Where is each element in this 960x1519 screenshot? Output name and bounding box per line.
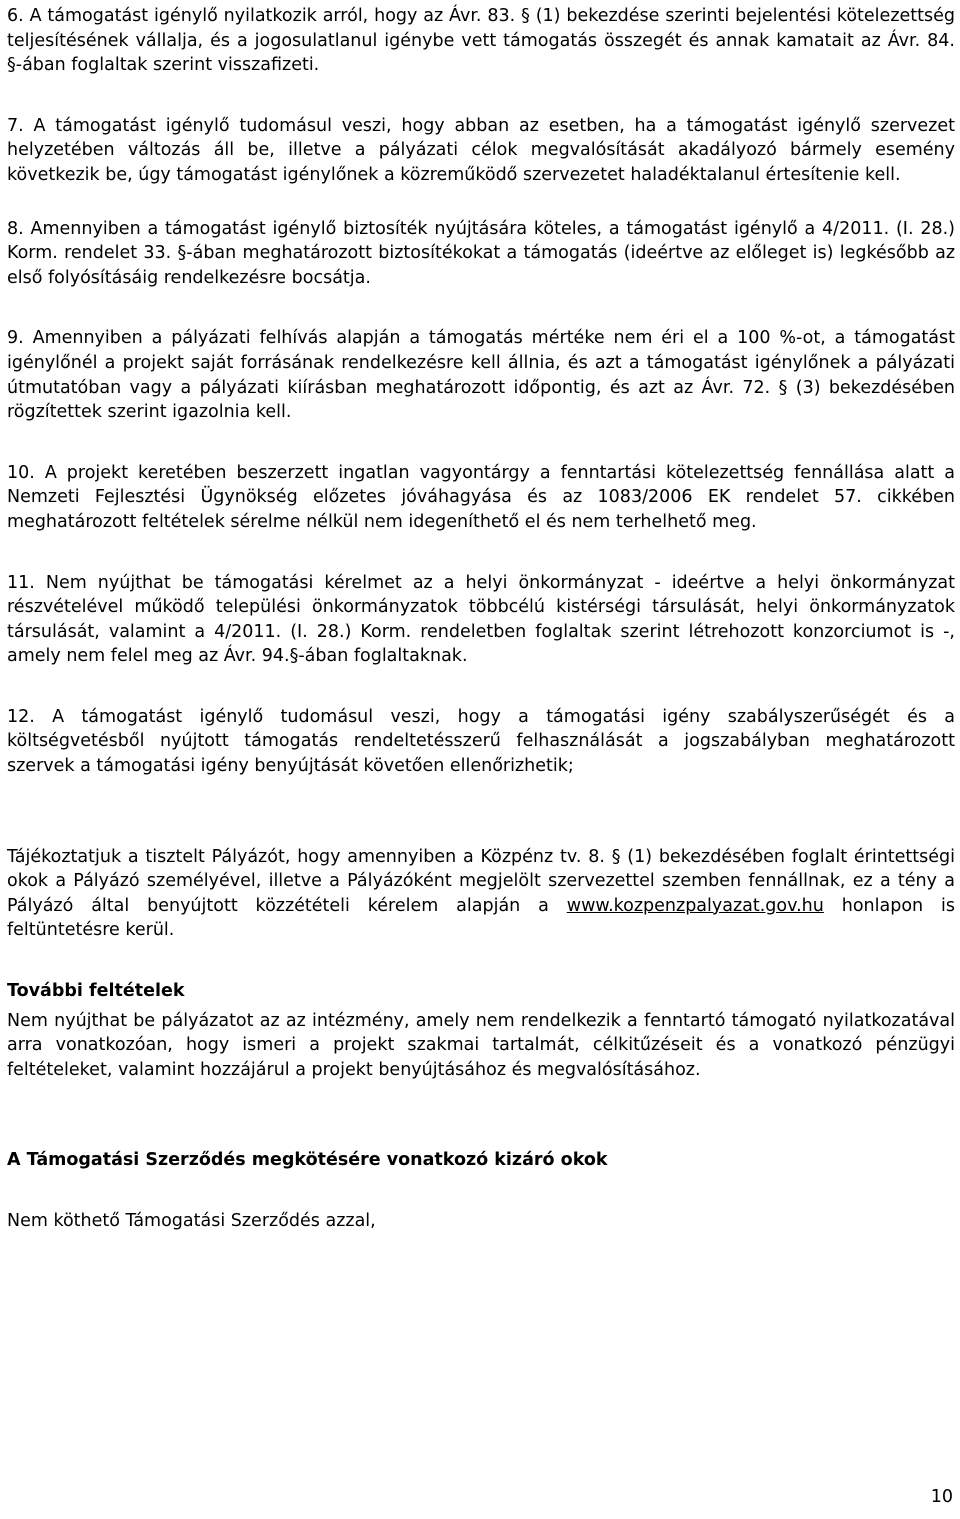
list-item-12 bbox=[7, 705, 955, 779]
item-number: 10. bbox=[7, 462, 35, 483]
list-item-8 bbox=[7, 217, 955, 291]
item-number: 7. bbox=[7, 115, 24, 136]
item-text: A projekt keretében beszerzett ingatlan vagyontárgy a fenntartási kötelezettség fennállása alatt a Nemzeti Fejlesztési Ügynökség előzetes jóváhagyása és az 1083/2006 EK rendelet 57. cikkében meghatározott feltételek sérelme nélkül nem idegeníthető el és nem terhelhető meg. bbox=[7, 462, 955, 532]
exclusion-heading: A Támogatási Szerződés megkötésére vonatkozó kizáró okok bbox=[7, 1150, 608, 1171]
item-number: 6. bbox=[7, 6, 24, 26]
exclusion-text: Nem köthető Támogatási Szerződés azzal, bbox=[7, 1211, 376, 1231]
document-page bbox=[7, 4, 955, 1234]
item-text: Amennyiben a támogatást igénylő biztosíték nyújtására köteles, a támogatást igénylő a 4/2011. (I. 28.) Korm. rendelet 33. §-ában meghatározott biztosítékokat a támogatás (ideértve az előleget is) legkésőbb az első folyósításáig rendelkezésre bocsátja. bbox=[7, 218, 955, 288]
item-text: Amennyiben a pályázati felhívás alapján a támogatás mértéke nem éri el a 100 %-ot, a támogatást igénylőnél a projekt saját forrásának rendelkezésre kell állnia, és azt a támogatást igénylőnek a pályázati útmutatóban vagy a pályázati kiírásban meghatározott időpontig, és azt az Ávr. 72. § (3) bekezdésében rögzítettek szerint igazolnia kell. bbox=[7, 328, 955, 423]
item-number: 11. bbox=[7, 572, 35, 593]
info-text-before: Tájékoztatjuk a tisztelt Pályázót, hogy amennyiben a Közpénz tv. 8. § (1) bekezdésében foglalt érintettségi okok a Pályázó személyével, illetve a Pályázóként megjelölt szervezettel szemben fennállnak, ez a tény a Pályázó által benyújtott közzétételi kérelem alapján a bbox=[7, 846, 955, 916]
item-number: 8. bbox=[7, 218, 24, 239]
further-conditions-text: Nem nyújthat be pályázatot az az intézmény, amely nem rendelkezik a fenntartó támogató nyilatkozatával arra vonatkozóan, hogy ismeri a projekt szakmai tartalmát, célkitűzéseit és a vonatkozó pénzügyi feltételeket, valamint hozzájárul a projekt benyújtásához és megvalósításához. bbox=[7, 1010, 955, 1080]
list-item-11 bbox=[7, 571, 955, 669]
list-item-9 bbox=[7, 326, 955, 424]
item-number: 9. bbox=[7, 328, 24, 349]
list-item-10 bbox=[7, 461, 955, 535]
further-conditions-heading: További feltételek bbox=[7, 981, 185, 1002]
website-link[interactable]: www.kozpenzpalyazat.gov.hu bbox=[566, 895, 824, 916]
item-text: A támogatást igénylő nyilatkozik arról, hogy az Ávr. 83. § (1) bekezdése szerinti bejelentési kötelezettség teljesítésének vállalja, és a jogosulatlanul igénybe vett támogatás összegét és annak kamatait az Ávr. 84. §-ában foglaltak szerint visszafizeti. bbox=[7, 6, 955, 76]
item-number: 12. bbox=[7, 706, 35, 727]
list-item-6 bbox=[7, 4, 955, 78]
item-text: A támogatást igénylő tudomásul veszi, hogy abban az esetben, ha a támogatást igénylő szervezet helyzetében változás áll be, illetve a pályázati célok megvalósítását akadályozó bármely esemény következik be, úgy támogatást igénylőnek a közreműködő szervezetet haladéktalanul értesítenie kell. bbox=[7, 115, 955, 185]
item-text: Nem nyújthat be támogatási kérelmet az a helyi önkormányzat - ideértve a helyi önkormányzat részvételével működő települési önkormányzatok többcélú kistérségi társulását, helyi önkormányzatok társulását, valamint a 4/2011. (I. 28.) Korm. rendeletben foglaltak szerint létrehozott konzorciumot is -, amely nem felel meg az Ávr. 94.§-ában foglaltaknak. bbox=[7, 572, 955, 667]
info-paragraph bbox=[7, 845, 955, 943]
info-text-after: honlapon is feltüntetésre kerül. bbox=[7, 895, 955, 941]
item-text: A támogatást igénylő tudomásul veszi, hogy a támogatási igény szabályszerűségét és a költségvetésből nyújtott támogatás rendeltetésszerű felhasználását a jogszabályban meghatározott szervek a támogatási igény benyújtását követően ellenőrizhetik; bbox=[7, 706, 955, 777]
list-item-7 bbox=[7, 114, 955, 188]
page-number: 10 bbox=[930, 1487, 953, 1507]
